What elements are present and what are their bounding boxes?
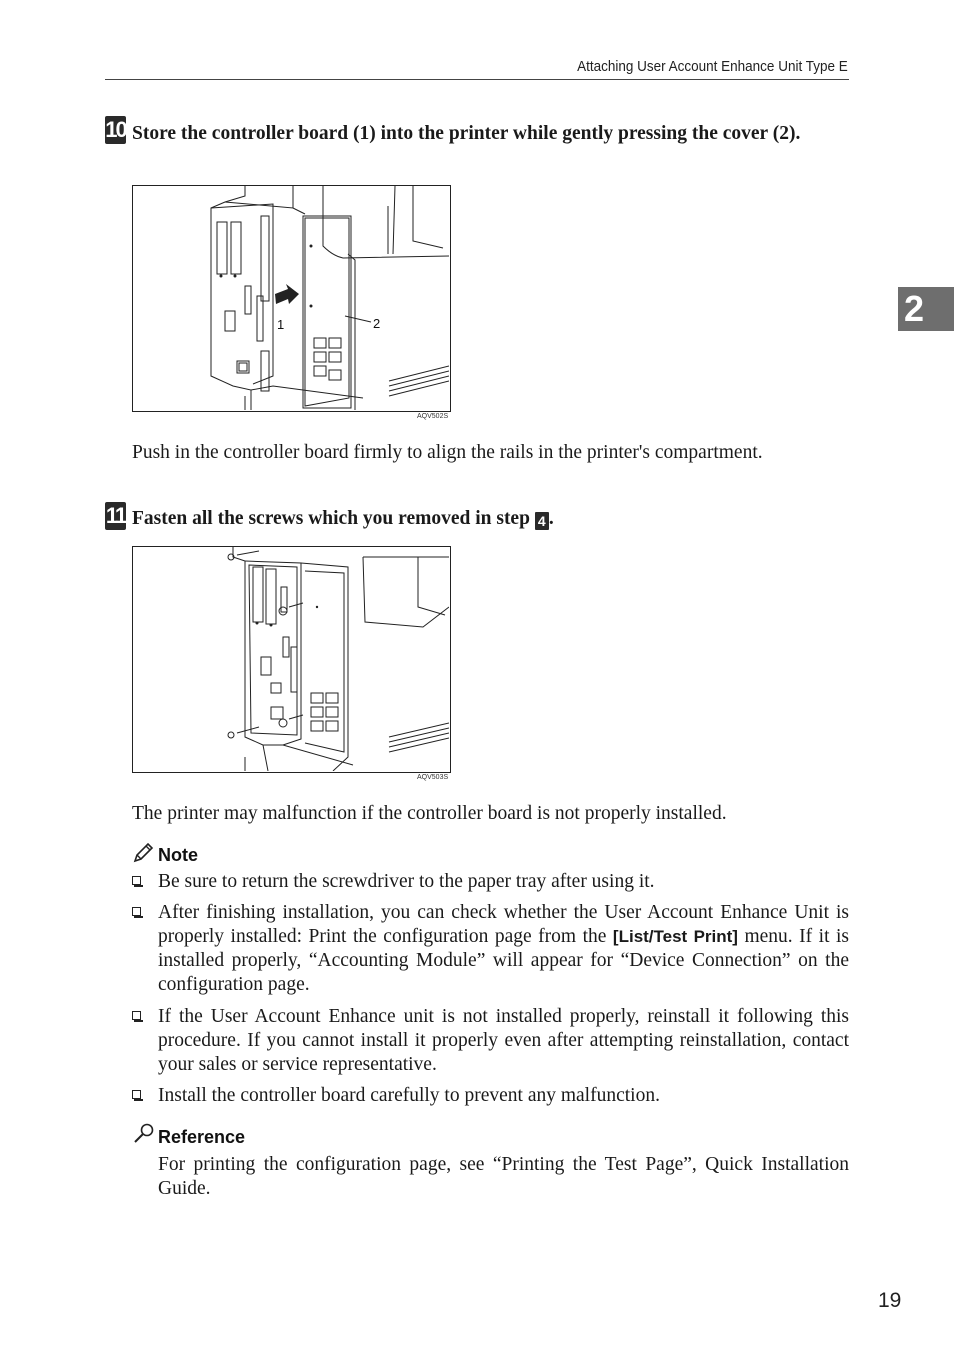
figure-code-aqv502s: AQV502S	[417, 413, 449, 420]
note-item-text: Install the controller board carefully to prevent any malfunction.	[158, 1085, 660, 1106]
controller-board-illustration	[133, 186, 449, 410]
checkbox-bullet-icon	[132, 1011, 141, 1020]
note-item-text-before: After finishing installation, you can check whether the User Account Enhance Unit is properly installed: Print the configuration page from the	[158, 902, 849, 947]
note-item	[132, 901, 849, 997]
note-item	[132, 1084, 849, 1108]
step-ref-badge: 4	[535, 512, 549, 530]
figure-fasten-screws	[132, 546, 451, 773]
note-item-text-after: menu. If it is installed properly, “Accounting Module” will appear for “Device Connection” on the configuration page.	[158, 926, 850, 995]
header-rule	[105, 79, 849, 80]
checkbox-bullet-icon	[132, 1090, 141, 1099]
checkbox-bullet-icon	[132, 907, 141, 916]
step-10-detail: Push in the controller board firmly to align the rails in the printer's compartment.	[132, 442, 763, 463]
step-11-instruction-text: Fasten all the screws which you removed in step	[132, 508, 530, 529]
note-label: Note	[158, 845, 198, 865]
reference-label: Reference	[158, 1127, 246, 1147]
note-item-text: If the User Account Enhance unit is not installed properly, reinstall it following this procedure. If you cannot install it properly even after attempting reinstallation, contact your sales or service representative.	[158, 1006, 849, 1075]
callout-2-label: 2	[373, 316, 381, 331]
note-item	[132, 870, 849, 894]
step-10-instruction: Store the controller board (1) into the printer while gently pressing the cover (2).	[132, 123, 801, 144]
figure-code-aqv503s: AQV503S	[417, 774, 449, 781]
step-11-instruction	[132, 507, 849, 531]
fasten-screws-illustration	[133, 547, 449, 771]
step-10-number: 10	[105, 117, 126, 142]
callout-1-label: 1	[277, 317, 285, 332]
list-test-print-key: [List/Test Print]	[612, 927, 738, 946]
reference-text: For printing the configuration page, see “Printing the Test Page”, Quick Installation Guide.	[158, 1154, 849, 1199]
chapter-tab: 2	[898, 287, 954, 331]
note-item-text	[158, 901, 849, 997]
page-number: 19	[878, 1289, 902, 1312]
note-item-text: Be sure to return the screwdriver to the paper tray after using it.	[158, 871, 655, 892]
pencil-icon	[132, 842, 154, 864]
step-11-period: .	[548, 508, 554, 529]
step-11-detail: The printer may malfunction if the controller board is not properly installed.	[132, 803, 727, 824]
figure-controller-board-insert	[132, 185, 451, 412]
note-item	[132, 1005, 849, 1077]
running-header: Attaching User Account Enhance Unit Type E	[577, 58, 848, 75]
magnifier-icon	[132, 1123, 156, 1145]
checkbox-bullet-icon	[132, 876, 141, 885]
step-11-number: 11	[105, 503, 126, 528]
